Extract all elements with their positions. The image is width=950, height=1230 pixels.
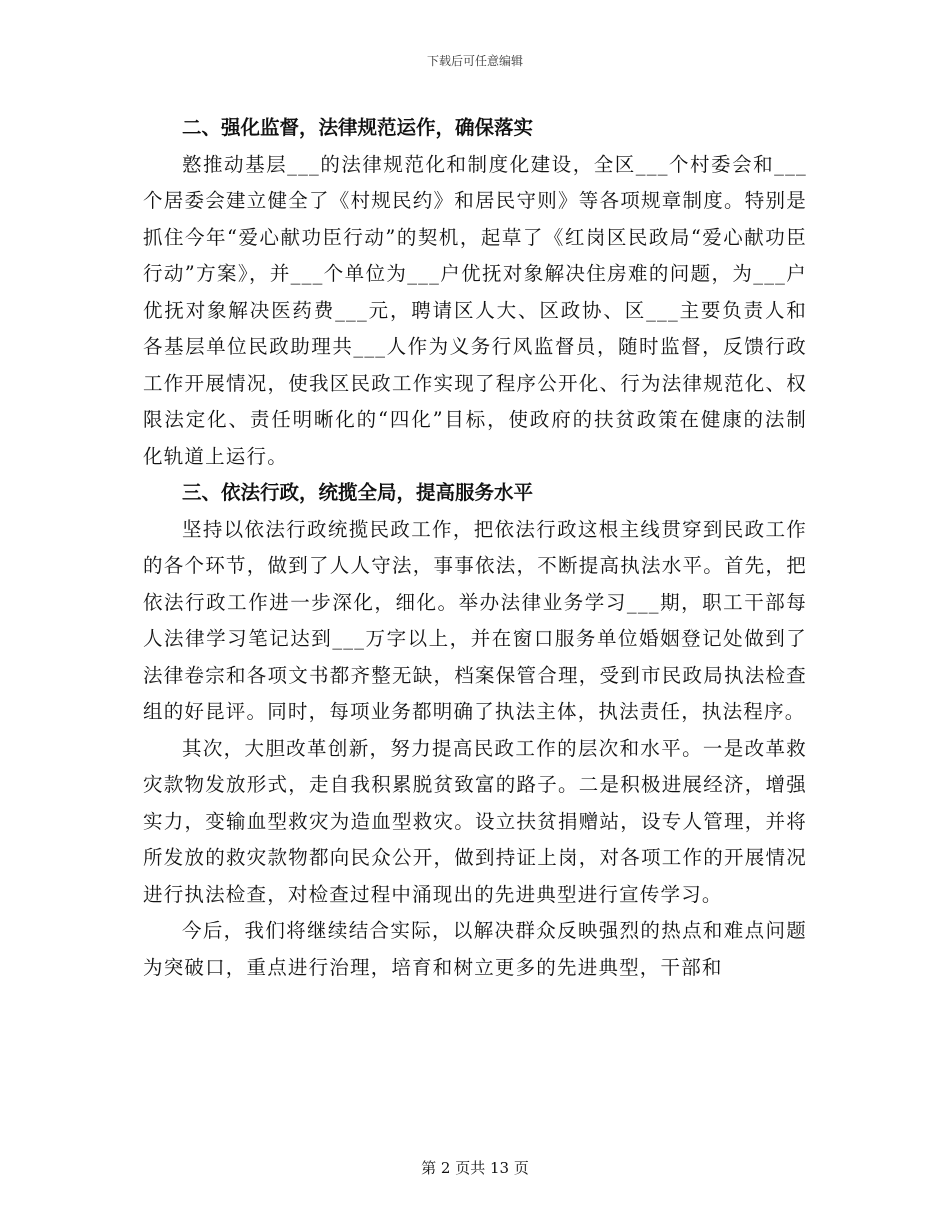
body-paragraph: 憝推动基层___的法律规范化和制度化建设，全区___个村委会和___个居委会建立健全了《村规民约》和居民守则》等各项规章制度。特别是抓住今年“爱心献功臣行动”的契机，起草了《红岗区民政局“爱心献功臣行动”方案》，并___个单位为___户优抚对象解决住房难的问题，为___户优抚对象解决医药费___元，聘请区人大、区政协、区___主要负责人和各基层单位民政助理共___人作为义务行风监督员，随时监督，反馈行政工作开展情况，使我区民政工作实现了程序公开化、行为法律规范化、权限法定化、责任明晰化的“四化”目标，使政府的扶贫政策在健康的法制化轨道上运行。 — [143, 152, 807, 468]
body-paragraph: 其次，大胆改革创新，努力提高民政工作的层次和水平。一是改革救灾款物发放形式，走自我积累脱贫致富的路子。二是积极进展经济，增强实力，变输血型救灾为造血型救灾。设立扶贫捐赠站，设专人管理，并将所发放的救灾款物都向民众公开，做到持证上岗，对各项工作的开展情况进行执法检查，对检查过程中涌现出的先进典型进行宣传学习。 — [143, 736, 807, 906]
page-header-note: 下载后可任意编辑 — [426, 54, 523, 68]
body-paragraph: 坚持以依法行政统揽民政工作，把依法行政这根主线贯穿到民政工作的各个环节，做到了人人守法，事事依法，不断提高执法水平。首先，把依法行政工作进一步深化，细化。举办法律业务学习___期，职工干部每人法律学习笔记达到___万字以上，并在窗口服务单位婚姻登记处做到了法律卷宗和各项文书都齐整无缺，档案保管合理，受到市民政局执法检查组的好昆评。同时，每项业务都明确了执法主体，执法责任，执法程序。 — [143, 517, 807, 723]
section-heading: 三、依法行政，统揽全局，提高服务水平 — [182, 481, 534, 504]
page-footer: 第 2 页共 13 页 — [421, 1159, 529, 1177]
section-heading: 二、强化监督，法律规范运作，确保落实 — [182, 116, 534, 139]
document-body — [143, 110, 807, 986]
body-paragraph: 今后，我们将继续结合实际，以解决群众反映强烈的热点和难点问题为突破口，重点进行治理，培育和树立更多的先进典型，干部和 — [143, 919, 807, 979]
